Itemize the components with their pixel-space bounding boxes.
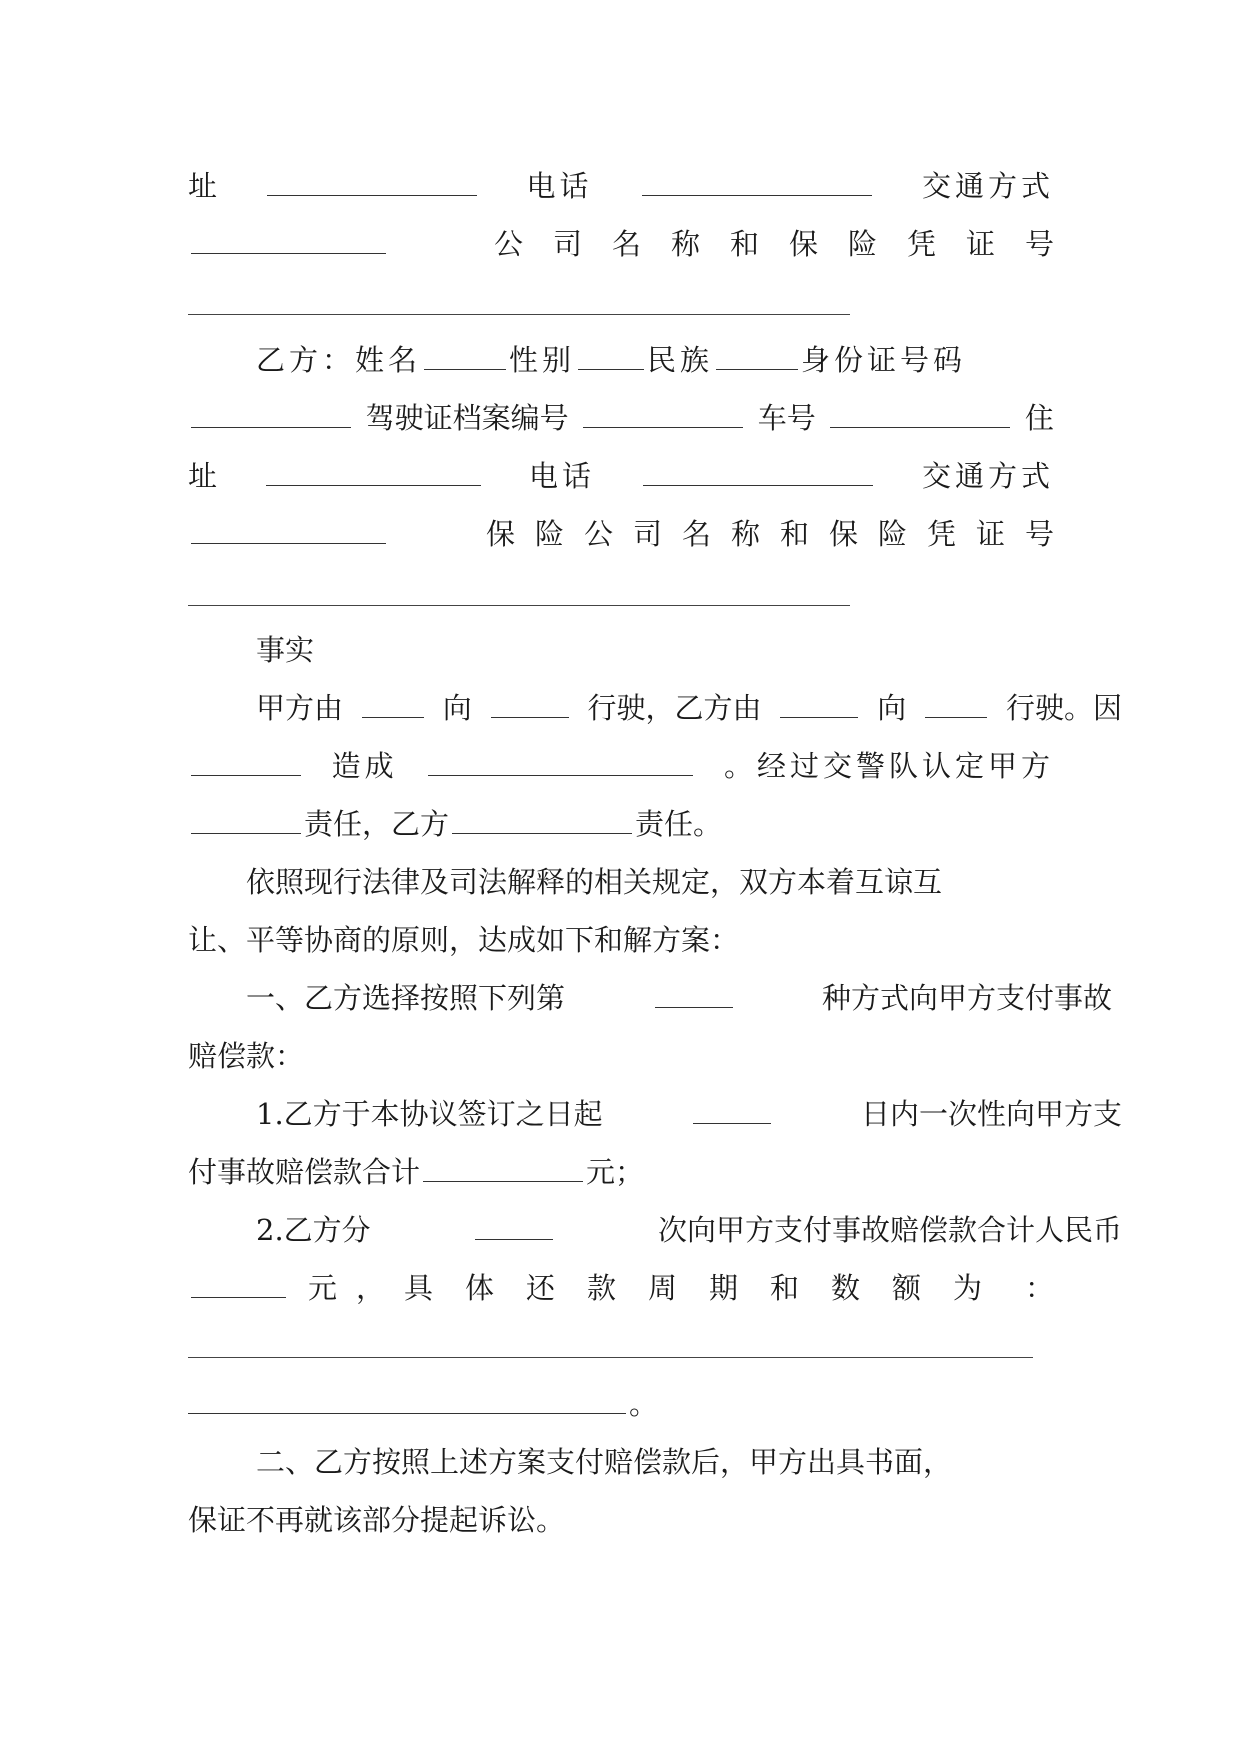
- option-2-line-1: [188, 1208, 1122, 1252]
- plate-label: 车号: [757, 401, 816, 435]
- basis-line-2: 让、平等协商的原则，达成如下和解方案：: [188, 923, 740, 957]
- party-b-line-1: [188, 338, 1122, 382]
- party-b-line-2: [188, 396, 1054, 440]
- facts-text: 向: [442, 691, 472, 725]
- facts-text: 造成: [331, 749, 398, 783]
- address-blank: [266, 459, 481, 486]
- party-b-address-line: [188, 454, 1054, 498]
- clause-text: 一、乙方选择按照下列第: [246, 981, 566, 1015]
- option-text: 具体还款周期和数额为: [403, 1271, 1014, 1305]
- facts-heading: 事实: [256, 633, 315, 667]
- days-blank: [693, 1097, 771, 1124]
- option-text: ：: [1024, 1271, 1054, 1305]
- plate-blank: [830, 401, 1010, 428]
- party-b-name-label: 乙方：姓名: [256, 343, 422, 377]
- result-blank: [428, 749, 693, 776]
- schedule-blank-2: [188, 1387, 626, 1414]
- option-text: 元；: [586, 1155, 645, 1189]
- option-text: 日内一次性向甲方支: [860, 1097, 1122, 1131]
- clause-1-line-2: 赔偿款：: [188, 1039, 305, 1073]
- phone-blank: [643, 459, 873, 486]
- company-label: 公司名称和保险凭证号: [493, 227, 1084, 261]
- option-text: 付事故赔偿款合计: [188, 1155, 421, 1189]
- basis-line-1: 依照现行法律及司法解释的相关规定，双方本着互谅互: [246, 865, 943, 899]
- facts-text: 向: [877, 691, 907, 725]
- option-1-line-2: [188, 1150, 1054, 1194]
- license-archive-label: 驾驶证档案编号: [365, 401, 569, 435]
- direction-blank: [491, 691, 569, 718]
- ethnicity-label: 民族: [647, 343, 714, 377]
- party-a-address-line: [188, 164, 1054, 208]
- gender-blank: [578, 343, 644, 370]
- option-number-blank: [655, 981, 733, 1008]
- facts-line-2: [188, 744, 1054, 788]
- transport-blank: [191, 517, 386, 544]
- transport-blank: [191, 227, 386, 254]
- facts-text: 责任，乙方: [304, 807, 450, 841]
- company-blank: [188, 314, 850, 315]
- option-text: 1.乙方于本协议签订之日起: [256, 1097, 603, 1131]
- phone-label: 电话: [526, 169, 593, 203]
- option-2-line-2: [188, 1266, 1054, 1310]
- address-prefix: 住: [1024, 401, 1054, 435]
- option-text: 次向甲方支付事故赔偿款合计人民币: [657, 1213, 1122, 1247]
- id-number-label: 身份证号码: [801, 343, 967, 377]
- facts-text: 行驶，乙方由: [587, 691, 762, 725]
- transport-label: 交通方式: [921, 459, 1054, 493]
- direction-blank: [780, 691, 858, 718]
- phone-blank: [642, 169, 872, 196]
- facts-text: 责任。: [635, 807, 723, 841]
- gender-label: 性别: [509, 343, 576, 377]
- option-text: ，: [355, 1271, 385, 1305]
- address-blank: [267, 169, 477, 196]
- address-label: 址: [188, 169, 218, 203]
- cause-blank: [191, 749, 301, 776]
- facts-text: 甲方由: [256, 691, 344, 725]
- schedule-blank-1: [188, 1357, 1033, 1358]
- facts-line-1: [188, 686, 1122, 730]
- option-text: 。: [629, 1387, 659, 1421]
- direction-blank: [362, 691, 424, 718]
- option-text: 元: [307, 1271, 337, 1305]
- company-blank: [188, 605, 850, 606]
- id-number-blank: [191, 401, 351, 428]
- clause-1-line-1: [188, 976, 1112, 1020]
- facts-line-3: [188, 802, 1054, 846]
- option-2-line-4: [188, 1382, 1054, 1426]
- transport-label: 交通方式: [921, 169, 1054, 203]
- party-a-liability-blank: [191, 807, 301, 834]
- address-label: 址: [188, 459, 218, 493]
- clause-text: 二、乙方按照上述方案支付赔偿款后，甲方出具书面，: [256, 1445, 953, 1479]
- installments-blank: [475, 1213, 553, 1240]
- name-blank: [424, 343, 506, 370]
- ethnicity-blank: [716, 343, 798, 370]
- company-label: 保险公司名称和保险凭证号: [485, 517, 1074, 551]
- facts-text: 。经过交警队认定甲方: [723, 749, 1054, 783]
- total-amount-blank: [191, 1271, 286, 1298]
- party-a-insurance-line: [188, 222, 1084, 266]
- license-archive-blank: [583, 401, 743, 428]
- party-b-liability-blank: [452, 807, 632, 834]
- clause-2-line-1: [188, 1440, 1122, 1484]
- facts-text: 行驶。因: [1005, 691, 1122, 725]
- amount-blank: [423, 1155, 583, 1182]
- party-b-insurance-line: [188, 512, 1074, 556]
- direction-blank: [925, 691, 987, 718]
- option-1-line-1: [188, 1092, 1122, 1136]
- phone-label: 电话: [528, 459, 595, 493]
- option-text: 2.乙方分: [256, 1213, 371, 1247]
- clause-2-line-2: 保证不再就该部分提起诉讼。: [188, 1503, 566, 1537]
- clause-text: 种方式向甲方支付事故: [821, 981, 1112, 1015]
